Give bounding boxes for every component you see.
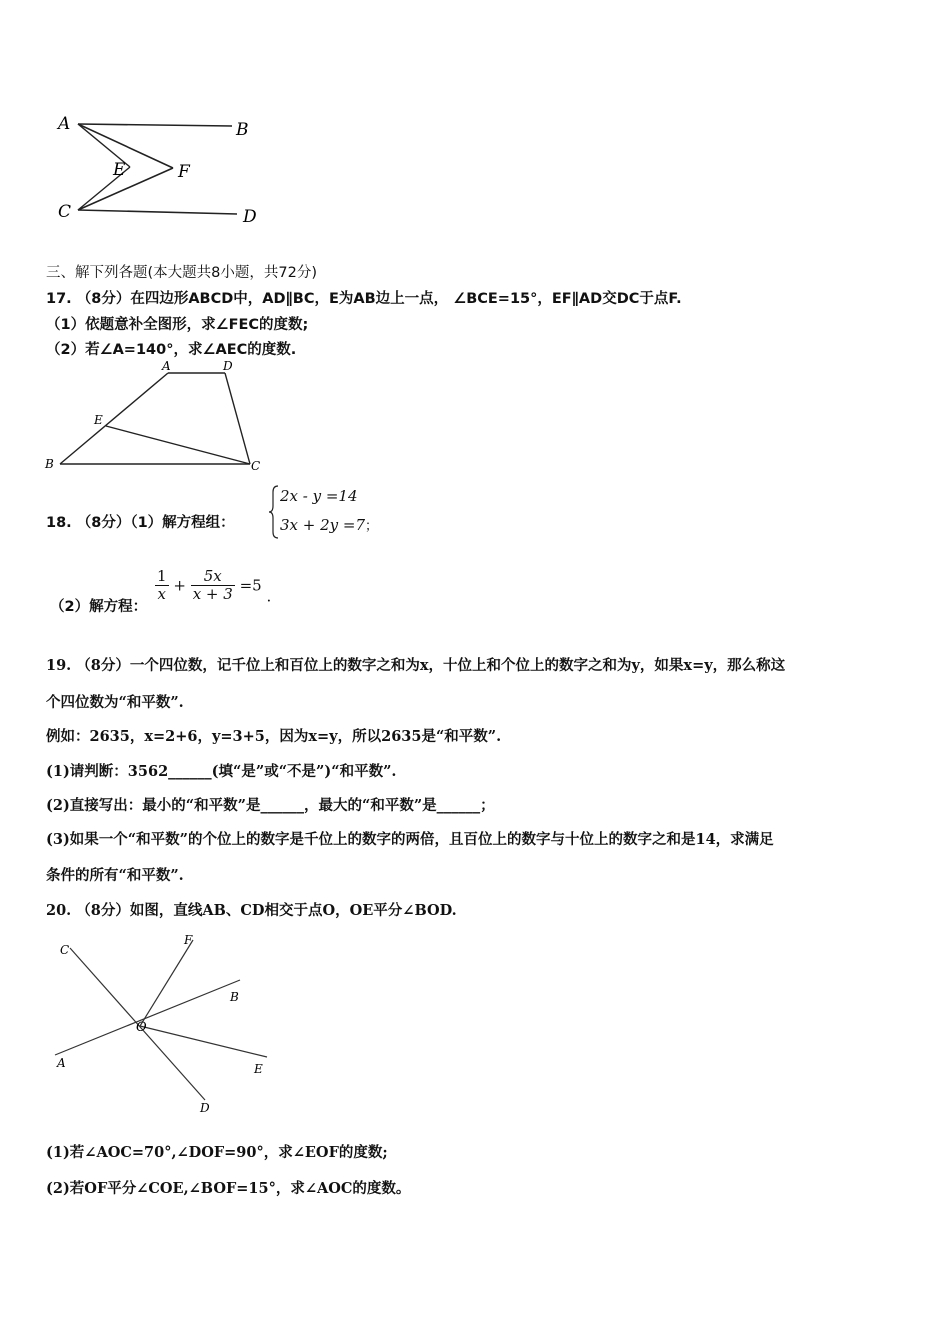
equation-2-text: 3x + 2y =7 <box>280 516 366 534</box>
equation-2-end: ； <box>365 519 379 534</box>
q19-part1: (1)请判断：3562______(填“是”或“不是”)“和平数”. <box>46 763 397 780</box>
fraction-2 <box>191 568 235 603</box>
side-dc <box>225 373 250 464</box>
q17-part1: （1）依题意补全图形，求∠FEC的度数; <box>46 317 309 333</box>
line-af <box>78 124 173 168</box>
label-a: A <box>58 114 71 134</box>
q19-part3-line2: 条件的所有“和平数”. <box>46 867 184 884</box>
figure-q17 <box>40 358 280 478</box>
equation-end: . <box>266 587 272 606</box>
q18-part2-label: （2）解方程： <box>50 599 148 615</box>
q19-example: 例如：2635，x=2+6，y=3+5，因为x=y，所以2635是“和平数”. <box>46 728 502 745</box>
label-a: A <box>162 359 171 373</box>
label-d: D <box>243 207 257 227</box>
label-b: B <box>45 457 54 471</box>
plus-sign: + <box>173 576 186 595</box>
q20-part1: (1)若∠AOC=70°,∠DOF=90°，求∠EOF的度数; <box>46 1144 388 1161</box>
fraction-2-numerator: 5x <box>191 568 235 586</box>
fraction-1 <box>155 568 169 603</box>
system-brace <box>268 484 280 540</box>
label-d: D <box>223 359 233 373</box>
label-c: C <box>60 943 70 957</box>
fraction-1-denominator: x <box>157 585 166 603</box>
q19-part2: (2)直接写出：最小的“和平数”是______，最大的“和平数”是______； <box>46 797 495 814</box>
label-f: F <box>184 933 193 947</box>
label-e: E <box>254 1062 263 1076</box>
fraction-2-denominator: x + 3 <box>192 585 233 603</box>
q18-part1-label: 18. （8分）（1）解方程组： <box>46 515 235 531</box>
line-oe <box>140 1026 267 1057</box>
label-a: A <box>57 1056 66 1070</box>
q17-stem: 17. （8分）在四边形ABCD中，AD∥BC，E为AB边上一点， ∠BCE=15°，EF∥AD交DC于点F. <box>46 291 682 307</box>
line-of <box>140 940 193 1026</box>
fractional-equation <box>155 568 271 606</box>
equation-2 <box>280 515 378 534</box>
q19-line1: 19. （8分）一个四位数，记千位上和百位上的数字之和为x，十位上和个位上的数字之和为y，如果x=y，那么称这 <box>46 657 786 674</box>
label-o: O <box>136 1020 147 1035</box>
label-d: D <box>200 1101 210 1115</box>
section-heading: 三、解下列各题(本大题共8小题，共72分) <box>46 265 317 281</box>
line-ab <box>78 124 232 126</box>
line-cf <box>78 168 173 210</box>
label-b: B <box>230 990 239 1004</box>
figure-q16 <box>50 105 280 235</box>
line-cd <box>78 210 237 214</box>
label-c: C <box>251 459 261 473</box>
label-f: F <box>178 162 190 182</box>
side-ab <box>60 373 168 464</box>
q19-line2: 个四位数为“和平数”. <box>46 694 184 711</box>
equation-1: 2x - y =14 <box>280 487 358 505</box>
q20-stem: 20. （8分）如图，直线AB、CD相交于点O，OE平分∠BOD. <box>46 902 457 919</box>
label-e: E <box>94 413 103 427</box>
rhs: =5 <box>239 576 262 595</box>
label-b: B <box>236 120 249 140</box>
label-e: E <box>113 160 126 180</box>
q19-part3-line1: (3)如果一个“和平数”的个位上的数字是千位上的数字的两倍，且百位上的数字与十位上的数字之和是14，求满足 <box>46 831 774 848</box>
figure-q20 <box>45 930 285 1120</box>
q17-part2: （2）若∠A=140°，求∠AEC的度数. <box>46 342 297 358</box>
segment-ec <box>106 426 250 464</box>
q20-part2: (2)若OF平分∠COE,∠BOF=15°，求∠AOC的度数。 <box>46 1180 411 1197</box>
label-c: C <box>58 202 72 222</box>
fraction-1-numerator: 1 <box>157 567 167 585</box>
